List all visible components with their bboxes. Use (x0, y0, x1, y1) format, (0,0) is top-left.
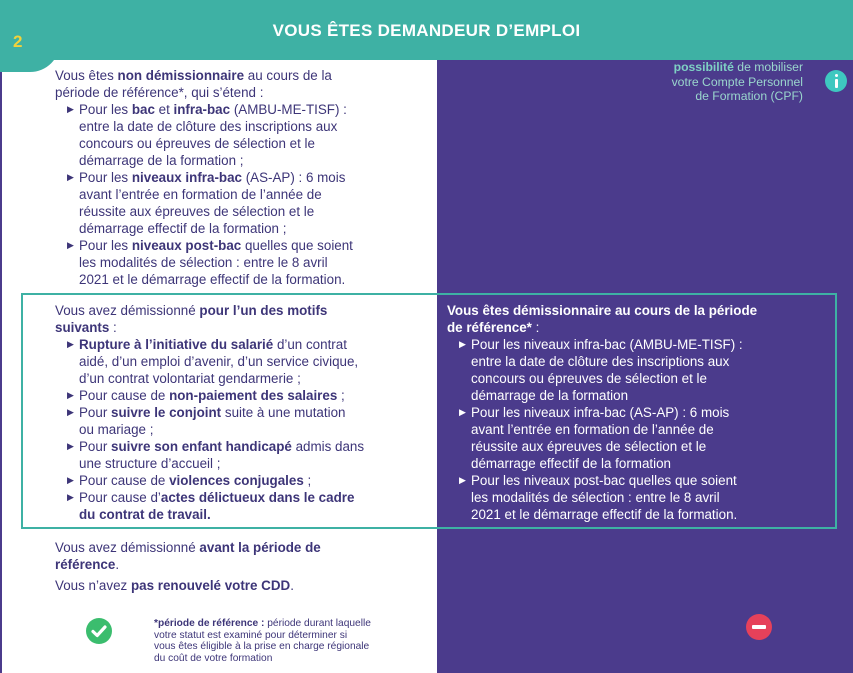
section-avant-periode: Vous avez démissionné avant la période de référence. Vous n’avez pas renouvelé votre CDD. (55, 540, 321, 593)
section-demissionnaire: Vous êtes démissionnaire au cours de la période de référence* : ▶ Pour les niveaux infra-bac (AMBU-ME-TISF) : entre la date de clôture des inscriptions aux concours ou épreuves de sélection et le démarrage de la formation ▶ Pour les niveaux infra-bac (AS-AP) : 6 mois avant l’entrée en formation de l’année de réussite aux épreuves de sélection et le démarrage effectif de la formation ▶ Pour les niveaux post-bac quelles que soient les modalités de sélection : entre le 8 avril 2021 et le démarrage effectif de la formation. (447, 302, 832, 523)
list-item: ▶ Pour suivre son enfant handicapé admis dans une structure d’accueil ; (67, 439, 365, 471)
section-non-demissionnaire: Vous êtes non démissionnaire au cours de la période de référence*, qui s’étend : ▶ Pour les bac et infra-bac (AMBU-ME-TISF) : entre la date de clôture des inscriptions aux concours ou épreuves de sélection et le démarrage de la formation ; ▶ Pour les niveaux infra-bac (AS-AP) : 6 mois avant l’entrée en formation de l’année de réussite aux épreuves de sélection et le démarrage effectif de la formation ; ▶ Pour les niveaux post-bac quelles que soient les modalités de sélection : entre le 8 avril 2021 et le démarrage effectif de la formation. (55, 67, 435, 288)
list-item: ▶ Pour les niveaux infra-bac (AS-AP) : 6 mois avant l’entrée en formation de l’année de réussite aux épreuves de sélection et le démarrage effectif de la formation ; (67, 170, 346, 236)
triangle-right-icon: ▶ (67, 492, 74, 502)
triangle-right-icon: ▶ (67, 339, 74, 349)
section-demission-motifs: Vous avez démissionné pour l’un des motifs suivants : ▶ Rupture à l’initiative du salarié d’un contrat aidé, d’un emploi d’avenir, d’un service civique, d’un contrat volontariat gendarmerie ; ▶ Pour cause de non-paiement des salaires ; ▶ Pour suivre le conjoint suite à une mutation ou mariage ; ▶ Pour suivre son enfant handicapé admis dans une structure d’accueil ; ▶ Pour cause de violences conjugales ; ▶ Pour cause d’actes délictueux dans le cadre du contrat de travail. (55, 302, 435, 523)
triangle-right-icon: ▶ (67, 240, 74, 250)
cpf-bold: possibilité (673, 60, 734, 74)
footnote: *période de référence : période durant laquelle votre statut est examiné pour déterminer si vous êtes éligible à la prise en charge régionale du coût de votre formation (154, 618, 371, 664)
no-entry-icon (746, 614, 772, 640)
triangle-right-icon: ▶ (67, 475, 74, 485)
list-item: ▶ Pour les niveaux post-bac quelles que soient les modalités de sélection : entre le 8 avril 2021 et le démarrage effectif de la formation. (459, 473, 738, 522)
triangle-right-icon: ▶ (459, 475, 466, 485)
section-number: 2 (13, 32, 23, 51)
list-item: ▶ Pour suivre le conjoint suite à une mutation ou mariage ; (67, 405, 346, 437)
cpf-note: possibilité de mobiliser votre Compte Personnel de Formation (CPF) (671, 60, 803, 103)
triangle-right-icon: ▶ (459, 407, 466, 417)
left-edge-bar (0, 60, 2, 673)
list-item: ▶ Pour cause d’actes délictueux dans le cadre du contrat de travail. (67, 490, 355, 522)
list-item: ▶ Pour cause de violences conjugales ; (67, 473, 312, 488)
triangle-right-icon: ▶ (67, 172, 74, 182)
info-icon[interactable] (825, 70, 847, 92)
check-circle-icon (86, 618, 112, 644)
list-item: ▶ Pour les niveaux infra-bac (AS-AP) : 6 mois avant l’entrée en formation de l’année de réussite aux épreuves de sélection et le démarrage effectif de la formation (459, 405, 730, 471)
section-number-tab (0, 0, 60, 72)
header-bar (0, 0, 853, 60)
triangle-right-icon: ▶ (67, 407, 74, 417)
list-item: ▶ Pour les niveaux post-bac quelles que soient les modalités de sélection : entre le 8 avril 2021 et le démarrage effectif de la formation. (67, 238, 353, 287)
triangle-right-icon: ▶ (459, 339, 466, 349)
triangle-right-icon: ▶ (67, 441, 74, 451)
triangle-right-icon: ▶ (67, 104, 74, 114)
list-item: ▶ Pour cause de non-paiement des salaires ; (67, 388, 345, 403)
list-item: ▶ Pour les bac et infra-bac (AMBU-ME-TISF) : entre la date de clôture des inscriptions aux concours ou épreuves de sélection et le démarrage de la formation ; (67, 102, 347, 168)
page-title: VOUS ÊTES DEMANDEUR D’EMPLOI (272, 21, 581, 40)
list-item: ▶ Rupture à l’initiative du salarié d’un contrat aidé, d’un emploi d’avenir, d’un service civique, d’un contrat volontariat gendarmerie ; (67, 337, 359, 386)
list-item: ▶ Pour les niveaux infra-bac (AMBU-ME-TISF) : entre la date de clôture des inscriptions aux concours ou épreuves de sélection et le démarrage de la formation (459, 337, 743, 403)
triangle-right-icon: ▶ (67, 390, 74, 400)
